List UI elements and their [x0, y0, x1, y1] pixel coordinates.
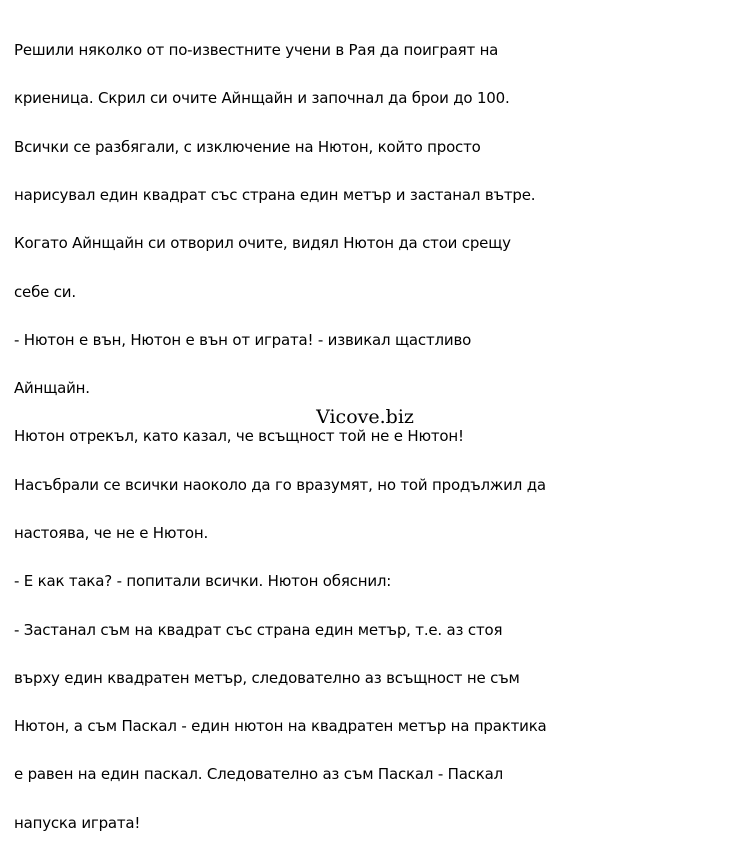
joke-line: Нютон отрекъл, като казал, че всъщност той не е Нютон! [14, 427, 464, 446]
joke-line: напуска играта! [14, 813, 141, 832]
joke-line: Когато Айнщайн си отворил очите, видял Нютон да стои срещу [14, 234, 511, 253]
joke-line: върху един квадратен метър, следователно аз всъщност не съм [14, 668, 520, 687]
joke-line: - Застанал съм на квадрат със страна един метър, т.е. аз стоя [14, 620, 503, 639]
joke-line: себе си. [14, 282, 76, 301]
joke-line: е равен на един паскал. Следователно аз съм Паскал - Паскал [14, 765, 503, 784]
joke-line: настоява, че не е Нютон. [14, 524, 209, 542]
joke-line: - Е как така? - попитали всички. Нютон обяснил: [14, 572, 392, 591]
joke-line: нарисувал един квадрат със страна един метър и застанал вътре. [14, 186, 536, 205]
site-watermark: Vicove.biz [316, 406, 414, 428]
joke-line: криеница. Скрил си очите Айнщайн и започнал да брои до 100. [14, 89, 510, 108]
joke-text [14, 10, 724, 847]
joke-line: Решили няколко от по-известните учени в Рая да поиграят на [14, 41, 499, 60]
joke-line: Айнщайн. [14, 379, 90, 398]
joke-line: Нютон, а съм Паскал - един нютон на квадратен метър на практика [14, 717, 547, 736]
joke-line: - Нютон е вън, Нютон е вън от играта! - извикал щастливо [14, 330, 472, 349]
joke-line: Насъбрали се всички наоколо да го вразумят, но той продължил да [14, 475, 546, 494]
joke-line: Всички се разбягали, с изключение на Нютон, който просто [14, 137, 481, 156]
